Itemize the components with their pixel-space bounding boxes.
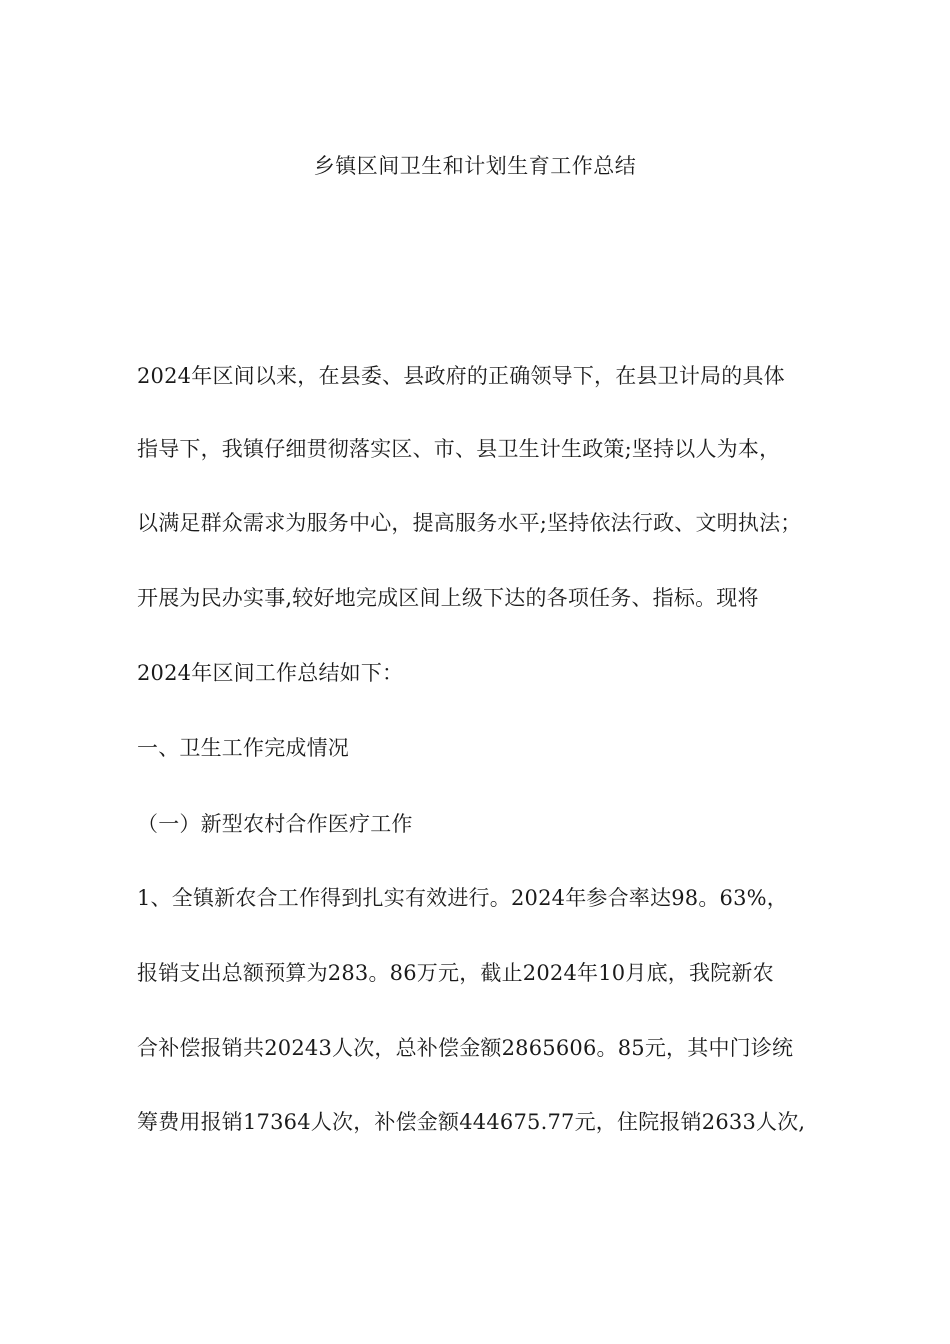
document-title: 乡镇区间卫生和计划生育工作总结	[313, 154, 637, 178]
paragraph-line-8: 合补偿报销共20243人次，总补偿金额2865606。85元，其中门诊统	[137, 1036, 794, 1060]
paragraph-line-1: 2024年区间以来，在县委、县政府的正确领导下，在县卫计局的具体	[137, 364, 785, 388]
paragraph-line-4: 开展为民办实事,较好地完成区间上级下达的各项任务、指标。现将	[137, 586, 759, 610]
paragraph-line-6: 1、全镇新农合工作得到扎实有效进行。2024年参合率达98。63%，	[137, 886, 788, 910]
paragraph-line-7: 报销支出总额预算为283。86万元，截止2024年10月底，我院新农	[137, 961, 774, 985]
paragraph-line-2: 指导下，我镇仔细贯彻落实区、市、县卫生计生政策;坚持以人为本，	[137, 437, 781, 461]
paragraph-line-9: 筹费用报销17364人次，补偿金额444675.77元，住院报销2633人次,	[137, 1110, 806, 1134]
subsection-heading-1: （一）新型农村合作医疗工作	[137, 812, 413, 836]
section-heading-1: 一、卫生工作完成情况	[137, 736, 349, 760]
paragraph-line-3: 以满足群众需求为服务中心，提高服务水平;坚持依法行政、文明执法；	[137, 511, 802, 535]
paragraph-line-5: 2024年区间工作总结如下：	[137, 661, 404, 685]
